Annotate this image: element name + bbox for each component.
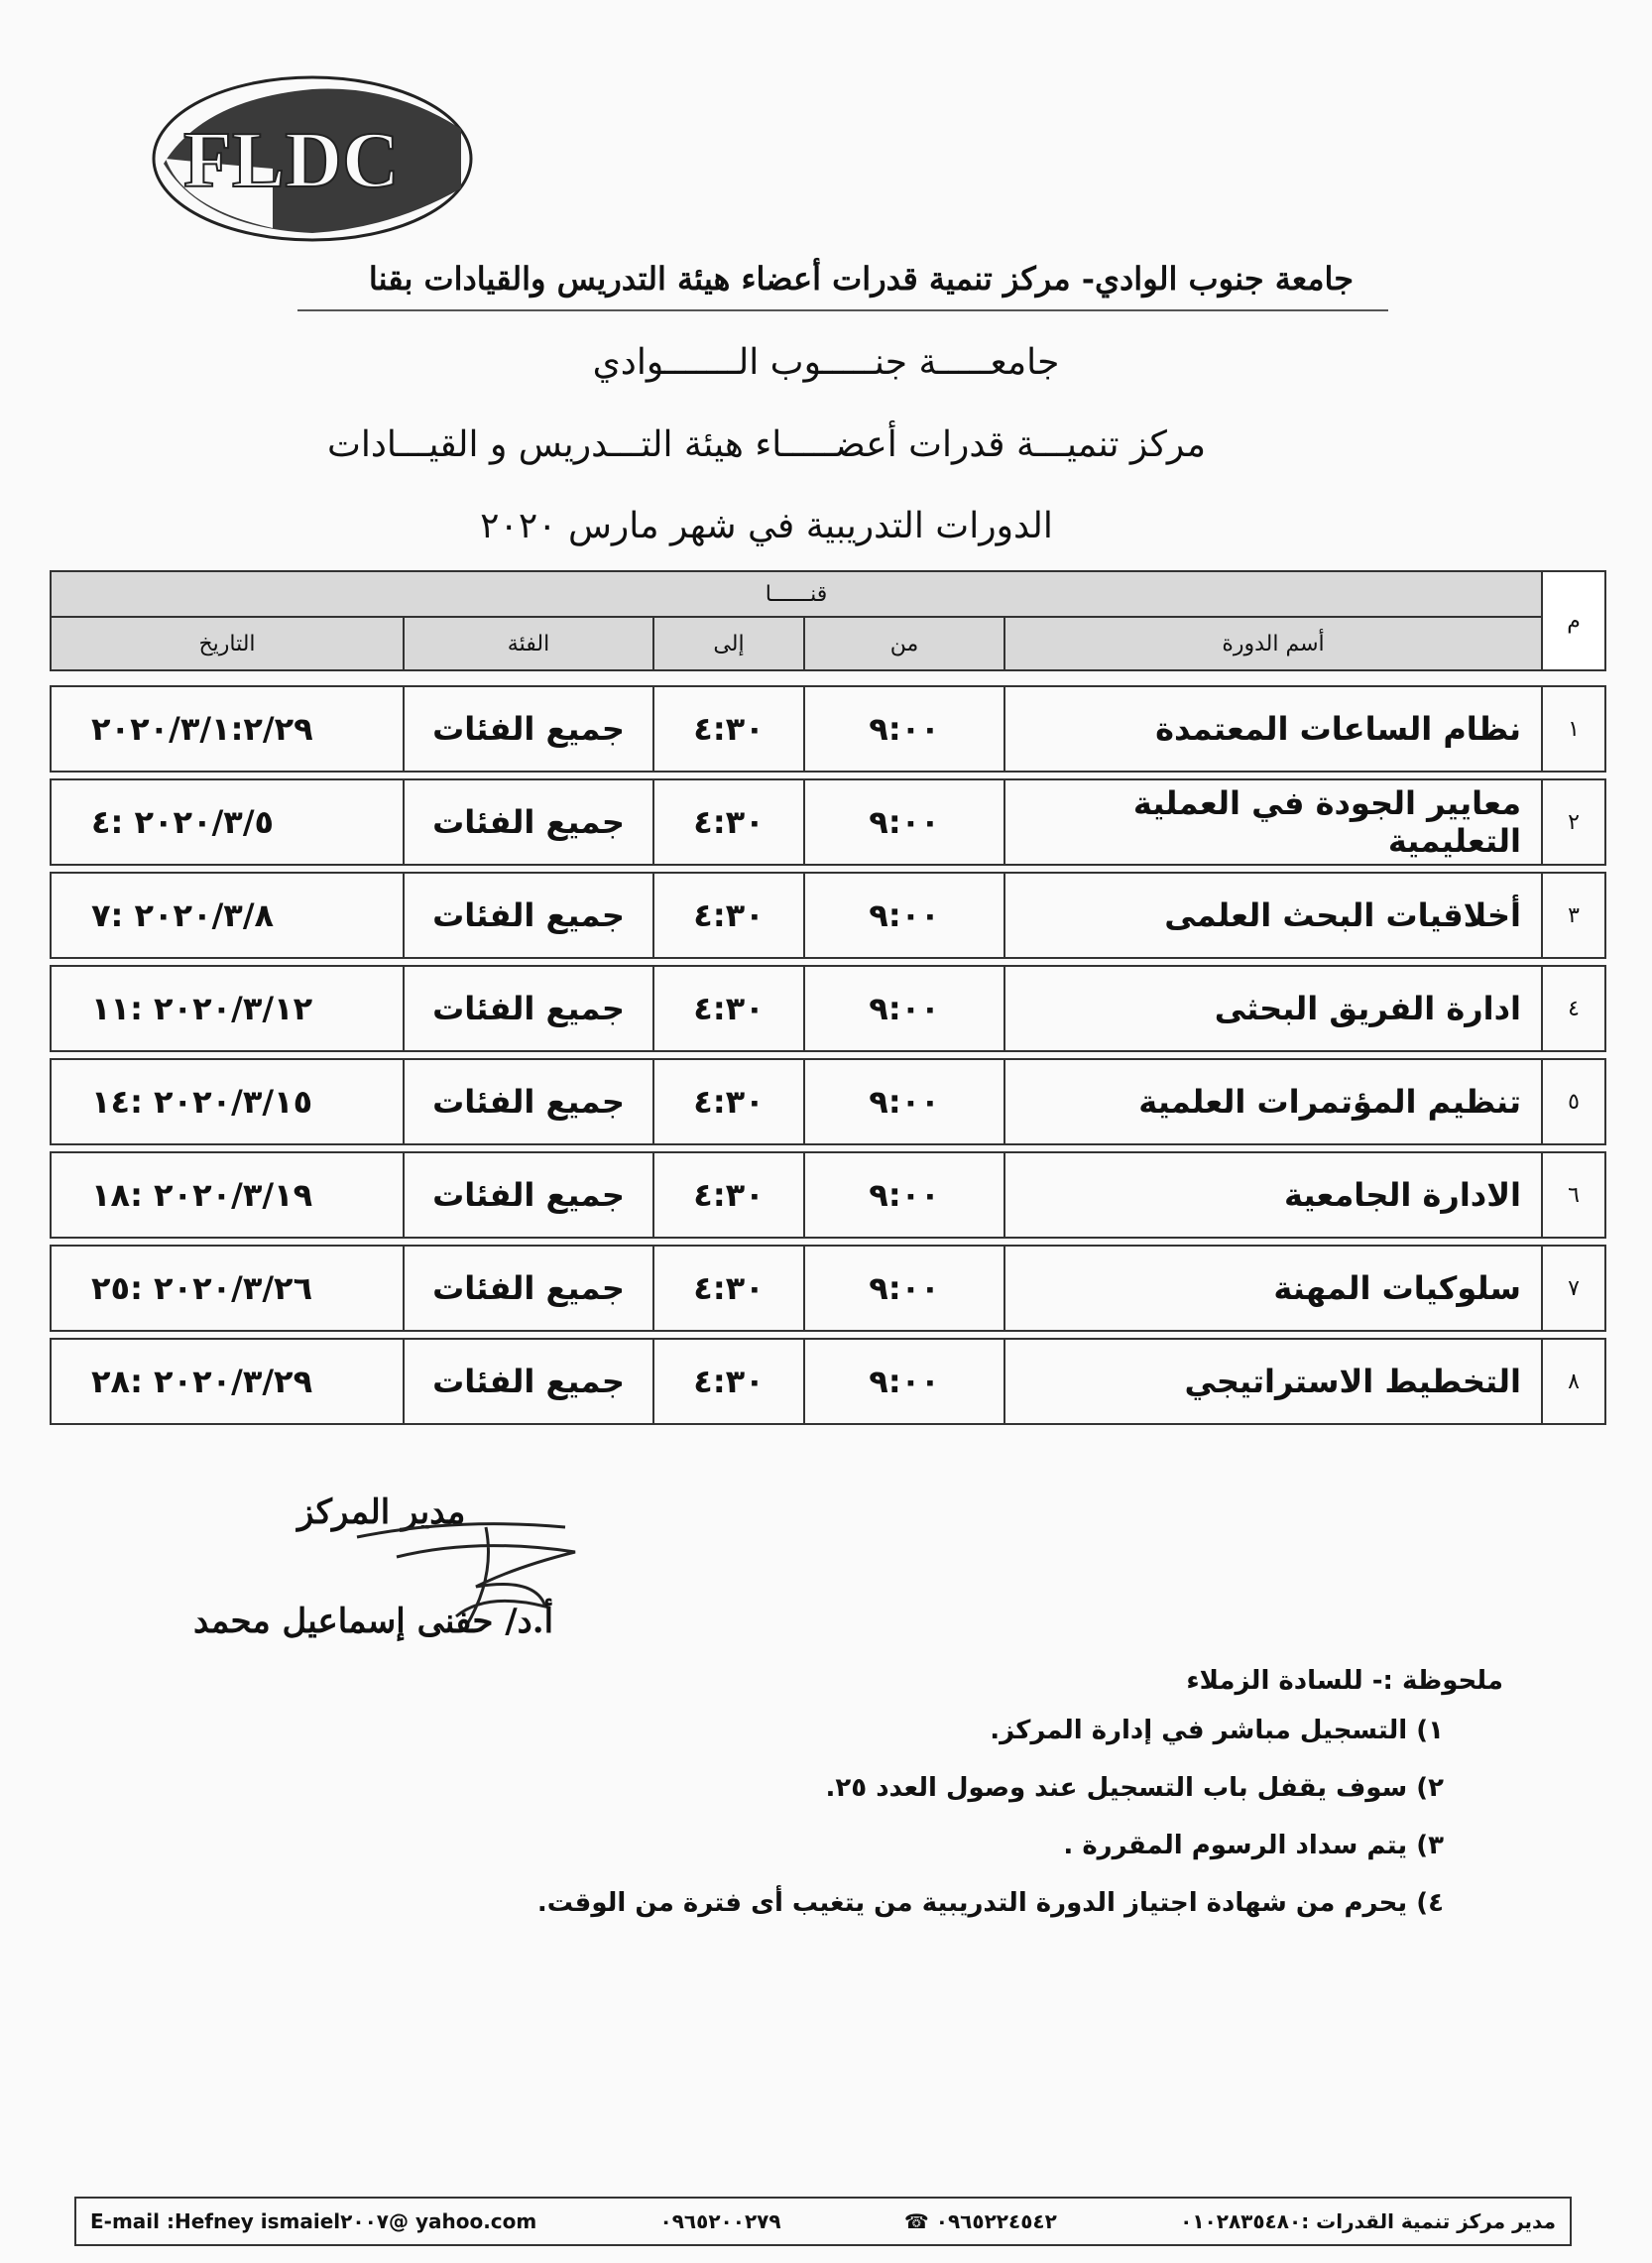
university-title: جامعـــــة جنـــــوب الـــــــوادي [592,342,1060,383]
cell-to: ٤:٣٠ [653,686,804,772]
cell-name: ادارة الفريق البحثى [1004,966,1542,1051]
row-gap [51,772,1605,779]
cell-category: جميع الفئات [404,1152,653,1238]
signature-name: أ.د/ حفنى إسماعيل محمد [193,1602,554,1641]
center-title: مركز تنميـــة قدرات أعضـــــاء هيئة التـــدريس و القيـــادات [326,424,1207,465]
cell-to: ٤:٣٠ [653,1152,804,1238]
cell-date: ٢٠٢٠/٣/٢٩ :٢٨ [51,1339,404,1424]
row-gap [51,1051,1605,1059]
cell-category: جميع الفئات [404,1059,653,1144]
cell-from: ٩:٠٠ [804,779,1004,865]
table-header-row [51,617,1605,670]
header-divider [297,309,1388,311]
cell-category: جميع الفئات [404,966,653,1051]
row-gap [51,1238,1605,1246]
cell-from: ٩:٠٠ [804,1246,1004,1331]
header-gap [51,670,1605,686]
note-item: ١) التسجيل مباشر في إدارة المركز. [990,1716,1444,1745]
cell-idx: ٦ [1542,1152,1605,1238]
cell-name: نظام الساعات المعتمدة [1004,686,1542,772]
row-gap [51,1144,1605,1152]
cell-name: الادارة الجامعية [1004,1152,1542,1238]
cell-category: جميع الفئات [404,873,653,958]
note-item: ٢) سوف يقفل باب التسجيل عند وصول العدد ٢٥. [825,1773,1444,1803]
cell-date: ٢٠٢٠/٣/١٩ :١٨ [51,1152,404,1238]
header-line: جامعة جنوب الوادي- مركز تنمية قدرات أعضاء هيئة التدريس والقيادات بقنا [368,260,1354,298]
date-header: التاريخ [51,617,404,670]
cell-idx: ٥ [1542,1059,1605,1144]
notes-heading: ملحوظة :- للسادة الزملاء [1186,1666,1503,1696]
cell-to: ٤:٣٠ [653,1059,804,1144]
cell-to: ٤:٣٠ [653,966,804,1051]
from-header: من [804,617,1004,670]
cell-date: ٢٠٢٠/٣/٢٦ :٢٥ [51,1246,404,1331]
cell-category: جميع الفئات [404,686,653,772]
cell-category: جميع الفئات [404,1339,653,1424]
footer-phone: ☎ ٠٩٦٥٢٢٤٥٤٢ [903,2209,1057,2233]
footer-fax: ٠٩٦٥٢٠٠٢٧٩ [659,2209,781,2233]
table-row [51,1152,1605,1238]
footer-email[interactable]: E-mail :Hefney ismaiel٢٠٠٧@ yahoo.com [90,2209,537,2233]
cell-idx: ٢ [1542,779,1605,865]
table-row [51,873,1605,958]
cell-from: ٩:٠٠ [804,966,1004,1051]
category-header: الفئة [404,617,653,670]
cell-name: أخلاقيات البحث العلمى [1004,873,1542,958]
notes-section [214,1666,1503,1946]
table-row [51,686,1605,772]
table-group-row [51,571,1605,617]
table-row [51,779,1605,865]
cell-to: ٤:٣٠ [653,873,804,958]
group-header: قنــــــا [51,571,1542,617]
name-header: أسم الدورة [1004,617,1542,670]
cell-to: ٤:٣٠ [653,1339,804,1424]
cell-from: ٩:٠٠ [804,873,1004,958]
courses-table [50,570,1606,1425]
table-row [51,1059,1605,1144]
cell-idx: ٨ [1542,1339,1605,1424]
cell-date: ٢٠٢٠/٣/١٥ :١٤ [51,1059,404,1144]
footer-director: مدير مركز تنمية القدرات :٠١٠٢٨٣٥٤٨٠ [1180,2209,1556,2233]
cell-from: ٩:٠٠ [804,1059,1004,1144]
cell-name: معايير الجودة في العملية التعليمية [1004,779,1542,865]
cell-date: ٢٠٢٠/٣/٨ :٧ [51,873,404,958]
footer-contact [74,2197,1572,2246]
cell-from: ٩:٠٠ [804,1339,1004,1424]
cell-from: ٩:٠٠ [804,686,1004,772]
cell-name: تنظيم المؤتمرات العلمية [1004,1059,1542,1144]
cell-to: ٤:٣٠ [653,1246,804,1331]
cell-idx: ١ [1542,686,1605,772]
cell-idx: ٤ [1542,966,1605,1051]
signature-title: مدير المركز [297,1492,466,1532]
cell-category: جميع الفئات [404,779,653,865]
row-gap [51,1331,1605,1339]
table-row [51,966,1605,1051]
fldc-logo [144,60,481,258]
cell-to: ٤:٣٠ [653,779,804,865]
note-item: ٣) يتم سداد الرسوم المقررة . [1063,1831,1444,1860]
cell-idx: ٧ [1542,1246,1605,1331]
cell-date: ٢٠٢٠/٣/٥ :٤ [51,779,404,865]
table-row [51,1246,1605,1331]
cell-date: ٢٠٢٠/٣/١:٢/٢٩ [51,686,404,772]
cell-name: سلوكيات المهنة [1004,1246,1542,1331]
logo-graphic [144,60,481,258]
cell-idx: ٣ [1542,873,1605,958]
cell-from: ٩:٠٠ [804,1152,1004,1238]
logo-text: FLDC [183,117,400,204]
cell-category: جميع الفئات [404,1246,653,1331]
cell-name: التخطيط الاستراتيجي [1004,1339,1542,1424]
cell-date: ٢٠٢٠/٣/١٢ :١١ [51,966,404,1051]
note-item: ٤) يحرم من شهادة اجتياز الدورة التدريبية من يتغيب أى فترة من الوقت. [536,1888,1444,1918]
courses-title: الدورات التدريبية في شهر مارس ٢٠٢٠ [480,506,1053,546]
table-row [51,1339,1605,1424]
to-header: إلى [653,617,804,670]
index-header: م [1542,571,1605,670]
row-gap [51,865,1605,873]
row-gap [51,958,1605,966]
